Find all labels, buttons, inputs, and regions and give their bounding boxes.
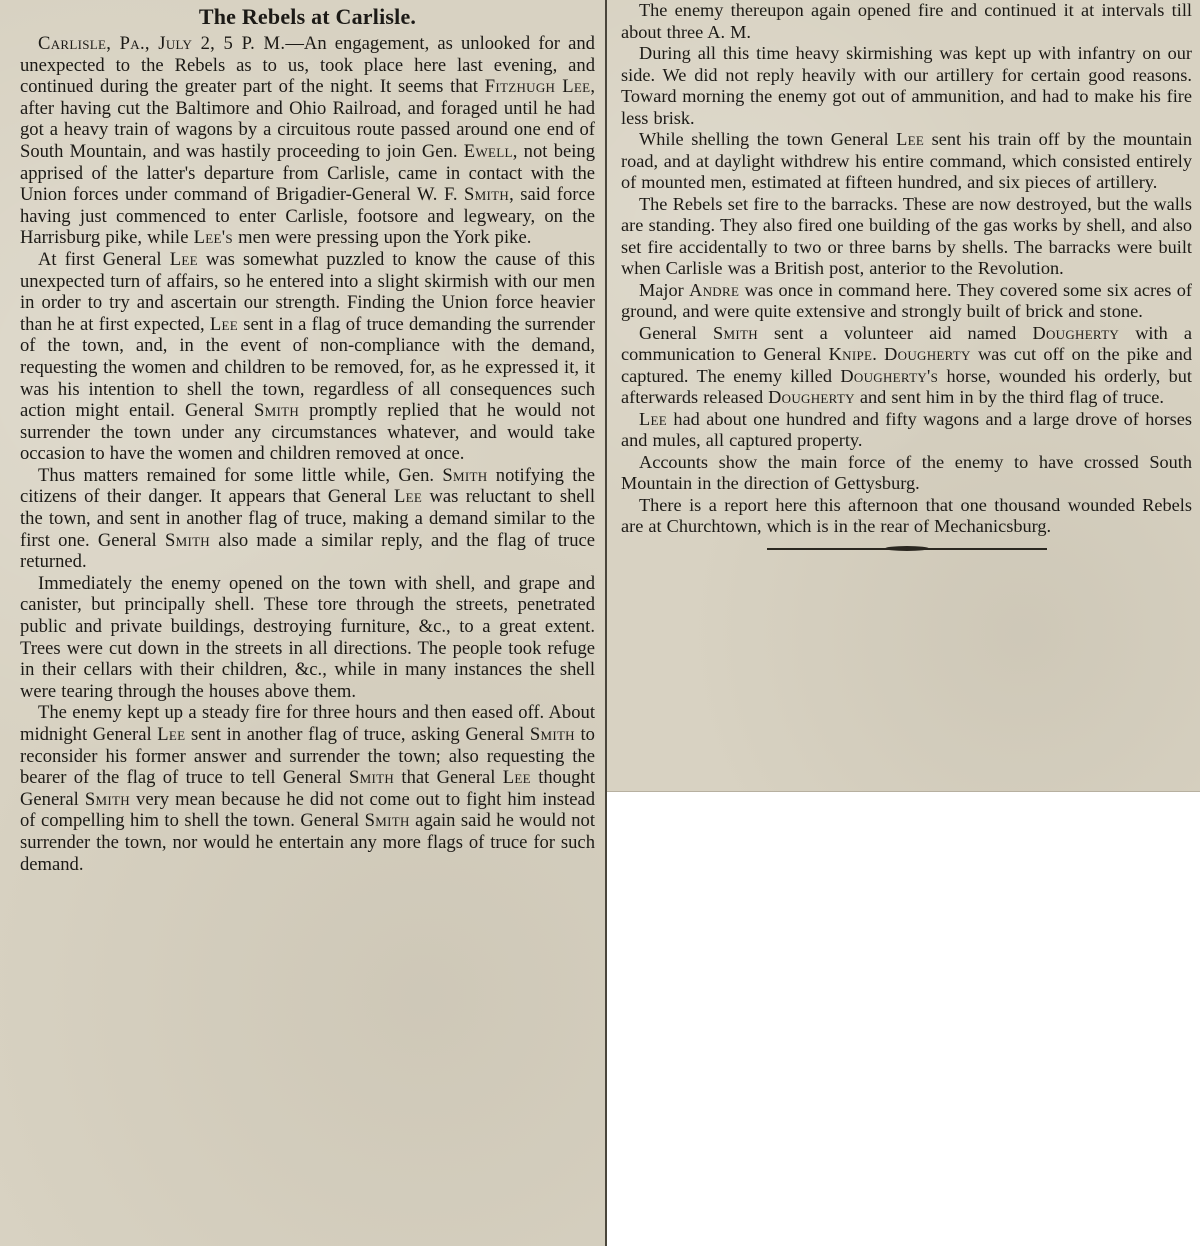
name-smallcaps: Knipe [828,344,873,364]
text-run: sent in a flag of truce demanding the surrender of the town, and, in the event of non-compliance with the demand, requesting the women and children to be removed, for, as he expressed it, it was his intention to shell the town, regardless of all consequences such action might entail. General [20,313,595,422]
text-run: that General [394,767,503,789]
text-run: was reluctant to shell the town, and sent in another flag of truce, making a demand similar to the first one. General [20,486,595,551]
paragraph [621,280,1192,323]
text-run: very mean because he did not come out to fight him instead of compelling him to shell the town. General [20,788,595,832]
text-run: and sent him in by the third flag of truce. [854,387,1164,407]
text-run: General [639,322,713,343]
text-run: with a communication to General [621,322,1192,364]
paragraph [20,249,595,465]
name-smallcaps: Smith [713,322,758,343]
text-run: horse, wounded his orderly, but afterwards released [621,365,1192,407]
paragraph [621,129,1192,194]
name-smallcaps: Dougherty [768,387,855,407]
text-run: was cut off on the pike and captured. The enemy killed [621,344,1192,386]
text-run: sent his train off by the mountain road, and at daylight withdrew his entire command, which consisted entirely of mounted men, estimated at fifteen hundred, and six pieces of artillery. [621,129,1192,192]
paragraph [621,409,1192,452]
text-run: was somewhat puzzled to know the cause of this unexpected turn of affairs, so he entered into a slight skirmish with our men in order to try and ascertain our strength. Finding the Union force heavier than he at first expected, [20,248,595,335]
text-run: , after having cut the Baltimore and Ohio Railroad, and foraged until he had got a heavy train of wagons by a circuitous route passed around one end of South Mountain, and was hastily proceeding to join Gen. [20,76,596,162]
paragraph [621,43,1192,129]
name-smallcaps: Lee [394,486,423,508]
name-smallcaps: Andre [689,279,740,300]
text-run: The enemy thereupon again opened fire and continued it at intervals till about three A. M. [621,0,1192,42]
paragraph [621,194,1192,280]
paragraph [20,702,595,875]
article-headline: The Rebels at Carlisle. [198,4,417,29]
text-run: sent a volunteer aid named [757,322,1033,343]
paragraph [621,452,1192,495]
text-run: Immediately the enemy opened on the town with shell, and grape and canister, but principally shell. These tore through the streets, penetrated public and private buildings, destroying furniture, &c., to a great extent. Trees were cut down in the streets in all directions. The people took refuge in their cellars with their children, &c., while in many instances the shell were tearing through the houses above them. [20,572,595,702]
text-run: Accounts show the main force of the enemy to have crossed South Mountain in the direction of Gettysburg. [621,451,1192,493]
text-run: The Rebels set fire to the barracks. These are now destroyed, but the walls are standing. They also fired one building of the gas works by shell, and also set fire accidentally to two or three barns by shells. The barracks were built when Carlisle was a British post, anterior to the Revolution. [621,193,1192,278]
text-run: promptly replied that he would not surrender the town under any circumstances whatever, and would take occasion to have the women and children removed at once. [20,400,595,465]
name-smallcaps: Lee [157,724,186,745]
name-smallcaps: Lee's [193,227,233,249]
right-paragraphs [621,0,1192,538]
text-run: While shelling the town General [639,129,897,149]
name-smallcaps: Dougherty [1032,322,1120,343]
name-smallcaps: Lee [502,767,531,789]
name-smallcaps: Dougherty [884,344,971,364]
article-column-right [607,0,1200,792]
name-smallcaps: Smith [364,810,410,832]
name-smallcaps: Ewell [463,140,513,162]
text-run: , said force having just commenced to enter Carlisle, footsore and legweary, on the Harrisburg pike, while [20,184,595,249]
name-smallcaps: Smith [253,400,300,422]
name-smallcaps: Lee [896,129,925,149]
text-run: Thus matters remained for some little while, Gen. [38,464,443,486]
name-smallcaps: Smith [84,788,130,810]
paragraph [621,323,1192,409]
name-smallcaps: Smith [442,464,488,486]
name-smallcaps: Dougherty's [840,365,939,386]
text-run: —An engagement, as unlooked for and unexpected to the Rebels as to us, took place here last evening, and continued during the greater part of the night. It seems that [20,33,595,98]
text-run: The enemy kept up a steady fire for three hours and then eased off. About midnight General [20,702,595,745]
name-smallcaps: Smith [349,767,395,789]
text-run: also made a similar reply, and the flag of truce returned. [20,529,596,573]
name-smallcaps: Carlisle, Pa., July 2, 5 P. M. [38,33,286,54]
paragraph [20,465,595,573]
paragraph [621,0,1192,43]
text-run: sent in another flag of truce, asking General [185,724,530,745]
text-run: men were pressing upon the York pike. [232,227,532,249]
text-run: had about one hundred and fifty wagons and a large drove of horses and mules, all captured property. [621,408,1192,450]
text-run: . [872,344,885,364]
paragraph [20,573,595,703]
text-run: , not being apprised of the latter's departure from Carlisle, came in contact with the Union forces under command of Brigadier-General W. F. [20,140,595,206]
name-smallcaps: Smith [464,184,510,206]
text-run: again said he would not surrender the town, nor would he entertain any more flags of truce for such demand. [20,810,595,875]
name-smallcaps: Lee [169,248,198,270]
paragraph [20,33,595,249]
text-run: Major [639,279,690,300]
name-smallcaps: Fitzhugh Lee [484,76,591,98]
name-smallcaps: Lee [639,408,667,429]
text-run: During all this time heavy skirmishing was kept up with infantry on our side. We did not reply heavily with our artillery for certain good reasons. Toward morning the enemy got out of ammunition, and had to make his fire less brisk. [621,43,1192,128]
paragraph [621,495,1192,538]
text-run: thought General [20,767,596,810]
name-smallcaps: Smith [529,724,575,745]
end-of-article-rule [767,548,1047,550]
text-run: At first General [38,248,170,270]
text-run: notifying the citizens of their danger. It appears that General [20,464,595,508]
text-run: was once in command here. They covered some six acres of ground, and were quite extensive and strongly built of brick and stone. [621,279,1192,321]
text-run: to reconsider his former answer and surrender the town; also requesting the bearer of the flag of truce to tell General [20,724,595,789]
name-smallcaps: Lee [209,313,239,335]
text-run: There is a report here this afternoon that one thousand wounded Rebels are at Churchtown, which is in the rear of Mechanicsburg. [621,494,1192,536]
left-paragraphs [20,33,595,875]
name-smallcaps: Smith [164,529,210,551]
